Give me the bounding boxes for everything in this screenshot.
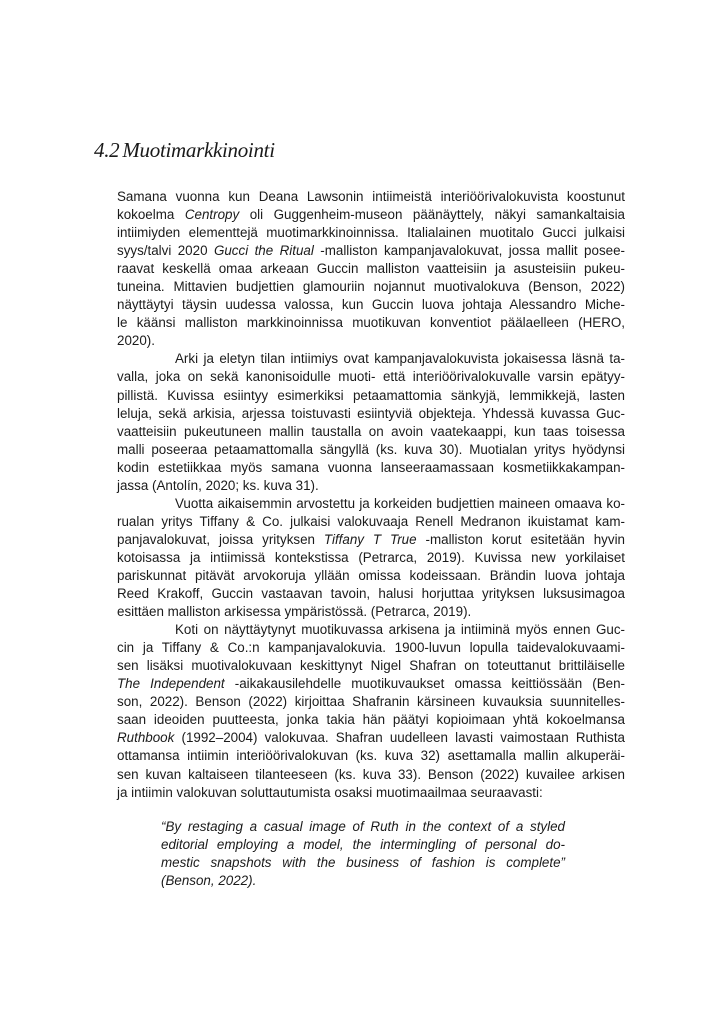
- text-line: cin ja Tiffany & Co.:n kampanjavalokuvia. 1900-luvun lopulla taidevalokuvaami-: [117, 640, 625, 656]
- text-line: leluja, sekä arkisia, arjessa toistuvasti esiintyviä objekteja. Yhdessä kuvassa Guc-: [117, 405, 625, 421]
- text-line: Vuotta aikaisemmin arvostettu ja korkeiden budjettien maineen omaava ko-: [175, 495, 625, 511]
- paragraph: [117, 350, 625, 494]
- text-line: intiimiyden elementtejä muotimarkkinoinnissa. Italialainen muotitalo Gucci julkaisi: [117, 225, 625, 241]
- section-number: 4.2: [94, 138, 120, 162]
- italic-title: The Independent: [117, 676, 225, 692]
- text-line: malli poseeraa petaamattomalla sängyllä (ks. kuva 30). Muotialan yritys hyödynsi: [117, 441, 625, 457]
- text-line: kokoelma Centropy oli Guggenheim-museon päänäyttely, näkyi samankaltaisia: [117, 207, 626, 223]
- block-quote: [161, 818, 565, 890]
- text-line: 2020).: [117, 333, 155, 349]
- text-line: valla, joka on sekä kanonisoidulle muoti- että interiöörivalokuvalle varsin epätyy-: [117, 369, 625, 385]
- italic-title: Gucci the Ritual: [213, 243, 314, 259]
- italic-title: Tiffany T True: [323, 531, 417, 547]
- text-line: raavat keskellä omaa arkeaan Guccin malliston vaatteisiin ja asusteisiin pukeu-: [117, 261, 625, 277]
- text-line: Samana vuonna kun Deana Lawsonin intiimeistä interiöörivalokuvista koostunut: [117, 189, 625, 204]
- text-line: kodin estetiikkaa myös samana vuonna lanseeraamassaan kosmetiikkakampan-: [117, 459, 625, 475]
- text-line: panjavalokuvat, joissa yrityksen Tiffany T True -malliston korut esitetään hyvin: [117, 531, 625, 547]
- text-line: esittäen malliston arkisessa ympäristössä. (Petrarca, 2019).: [117, 604, 472, 620]
- paragraph: [117, 621, 625, 801]
- text-line: The Independent -aikakausilehdelle muotikuvaukset omassa keittiössään (Ben-: [117, 676, 625, 692]
- section-heading: [94, 138, 275, 163]
- text-line: Ruthbook (1992–2004) valokuvaa. Shafran uudelleen lavasti vaimostaan Ruthista: [117, 730, 625, 746]
- text-line: vaatteisiin pukeutuneen mallin taustalla on avoin vaatekaappi, kun taas toisessa: [117, 423, 625, 439]
- text-line: saan ideoiden puutteesta, jonka takia hän päätyi kopioimaan yhtä kokoelmansa: [117, 712, 625, 728]
- text-line: kotoisassa ja intiimissä kontekstissa (Petrarca, 2019). Kuvissa new yorkilaiset: [117, 549, 625, 565]
- italic-title: Ruthbook: [117, 730, 175, 746]
- text-line: sen kuvan kaltaiseen tilanteeseen (ks. kuva 33). Benson (2022) kuvailee arkisen: [117, 766, 625, 782]
- text-line: le käänsi malliston markkinoinnissa muotikuvan konventiot päälaelleen (HERO,: [117, 315, 625, 331]
- text-line: syys/talvi 2020 Gucci the Ritual -malliston kampanjavalokuvat, jossa mallit posee-: [117, 243, 625, 259]
- text-line: sen lisäksi muotivalokuvaan keskittynyt Nigel Shafran on toteuttanut brittiläiselle: [117, 658, 625, 674]
- text-line: ja intiimin valokuvan soluttautumista osaksi muotimaailmaa seuraavasti:: [117, 784, 543, 800]
- text-line: tuneina. Mittavien budjettien glamouriin nojannut muotivalokuva (Benson, 2022): [117, 279, 625, 295]
- text-line: pariskunnat pitävät arvokoruja yllään omissa kodeissaan. Brändin luova johtaja: [117, 567, 625, 583]
- section-title: Muotimarkkinointi: [122, 138, 275, 162]
- italic-title: Centropy: [184, 207, 240, 223]
- quote-line: “By restaging a casual image of Ruth in the context of a styled: [161, 819, 565, 834]
- text-line: rualan yritys Tiffany & Co. julkaisi valokuvaaja Renell Medranon ikuistamat kam-: [117, 513, 625, 529]
- text-line: pillistä. Kuvissa esiintyy esimerkiksi petaamattomia sänkyjä, lemmikkejä, lasten: [117, 387, 625, 403]
- quote-line: mestic snapshots with the business of fashion is complete”: [161, 855, 565, 871]
- paragraph: [117, 495, 625, 621]
- text-line: Reed Krakoff, Guccin vastaavan tavoin, halusi horjuttaa yrityksen luksusimagoa: [117, 586, 625, 602]
- text-line: Koti on näyttäytynyt muotikuvassa arkisena ja intiiminä myös ennen Guc-: [175, 622, 625, 638]
- quote-line: editorial employing a model, the intermingling of personal do-: [161, 837, 565, 853]
- quote-line: (Benson, 2022).: [161, 873, 257, 889]
- text-line: Arki ja eletyn tilan intiimiys ovat kampanjavalokuvista jokaisessa läsnä ta-: [175, 351, 625, 367]
- text-line: jassa (Antolín, 2020; ks. kuva 31).: [117, 477, 319, 493]
- text-line: ottamansa intiimin interiöörivalokuvan (ks. kuva 32) asettamalla mallin alkuperäi-: [117, 748, 625, 764]
- paragraph: [117, 188, 625, 350]
- body-text: [117, 188, 625, 802]
- text-line: son, 2022). Benson (2022) kirjoittaa Shafranin kärsineen kuvauksia suunnitelles-: [117, 694, 625, 710]
- text-line: näyttäytyi täysin uudessa valossa, kun Guccin luova johtaja Alessandro Miche-: [117, 297, 625, 313]
